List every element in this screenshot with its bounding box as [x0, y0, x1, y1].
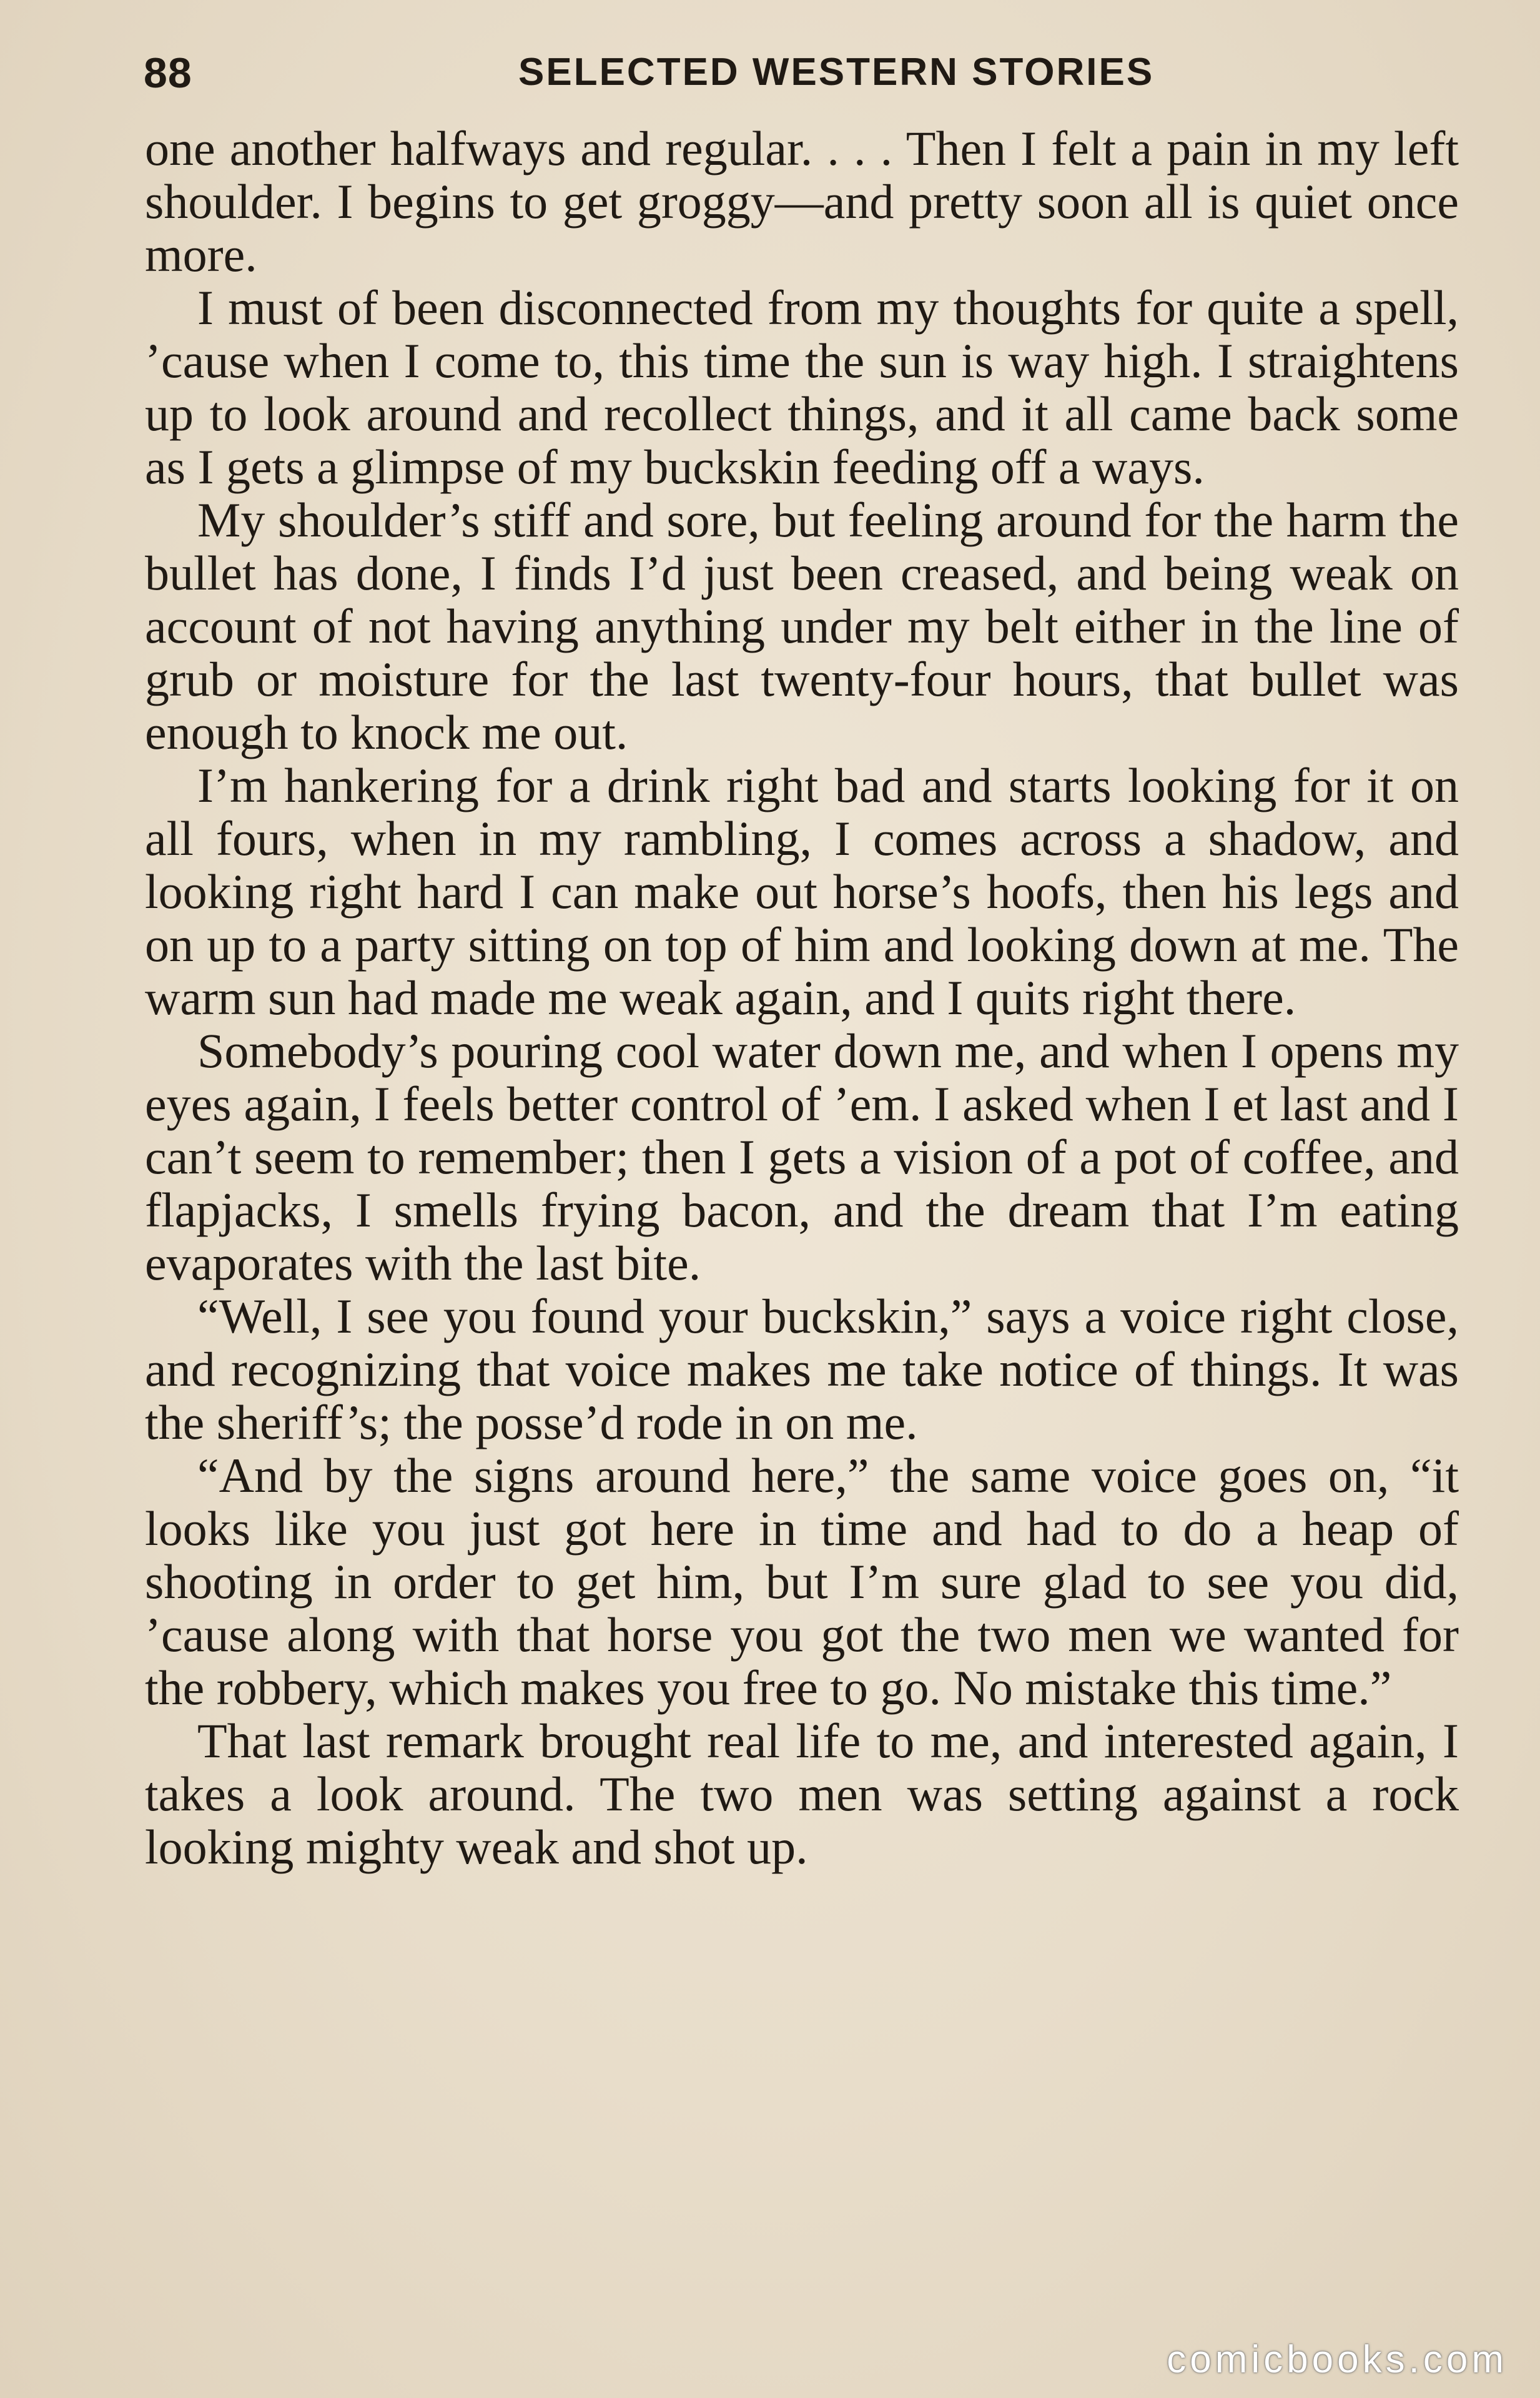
paragraph: I must of been disconnected from my thoughts for quite a spell, ’cause when I come to, this time the sun is way high. I straightens up to look around and recollect things, and it all came back some as I gets a glimpse of my buckskin feeding off a ways.: [145, 280, 1459, 494]
paragraph: one another halfways and regular. . . . Then I felt a pain in my left shoulder. I begins to get groggy—and pretty soon all is quiet once more.: [145, 121, 1459, 282]
paragraph: “And by the signs around here,” the same voice goes on, “it looks like you just got here in time and had to do a heap of shooting in order to get him, but I’m sure glad to see you did, ’cause along with that horse you got the two men we wanted for the robbery, which makes you free to go. No mistake this time.”: [145, 1448, 1459, 1715]
site-watermark: comicbooks.com: [1167, 2338, 1508, 2381]
paragraph: I’m hankering for a drink right bad and starts looking for it on all fours, when in my rambling, I comes across a shadow, and looking right hard I can make out horse’s hoofs, then his legs and on up to a party sitting on top of him and looking down at me. The warm sun had made me weak again, and I quits right there.: [145, 758, 1459, 1025]
running-head: SELECTED WESTERN STORIES: [518, 51, 1155, 94]
story-text: [145, 122, 1459, 1873]
page-number: 88: [144, 49, 192, 97]
paragraph: “Well, I see you found your buckskin,” says a voice right close, and recognizing that voice makes me take notice of things. It was the sheriff’s; the posse’d rode in on me.: [145, 1289, 1459, 1449]
paragraph: My shoulder’s stiff and sore, but feeling around for the harm the bullet has done, I finds I’d just been creased, and being weak on account of not having anything under my belt either in the line of grub or moisture for the last twenty-four hours, that bullet was enough to knock me out.: [145, 493, 1459, 759]
page-header: [144, 49, 1459, 111]
paragraph: That last remark brought real life to me, and interested again, I takes a look around. The two men was setting against a rock looking mighty weak and shot up.: [145, 1714, 1459, 1874]
paragraph: Somebody’s pouring cool water down me, and when I opens my eyes again, I feels better control of ’em. I asked when I et last and I can’t seem to remember; then I gets a vision of a pot of coffee, and flapjacks, I smells frying bacon, and the dream that I’m eating evaporates with the last bite.: [145, 1024, 1459, 1290]
